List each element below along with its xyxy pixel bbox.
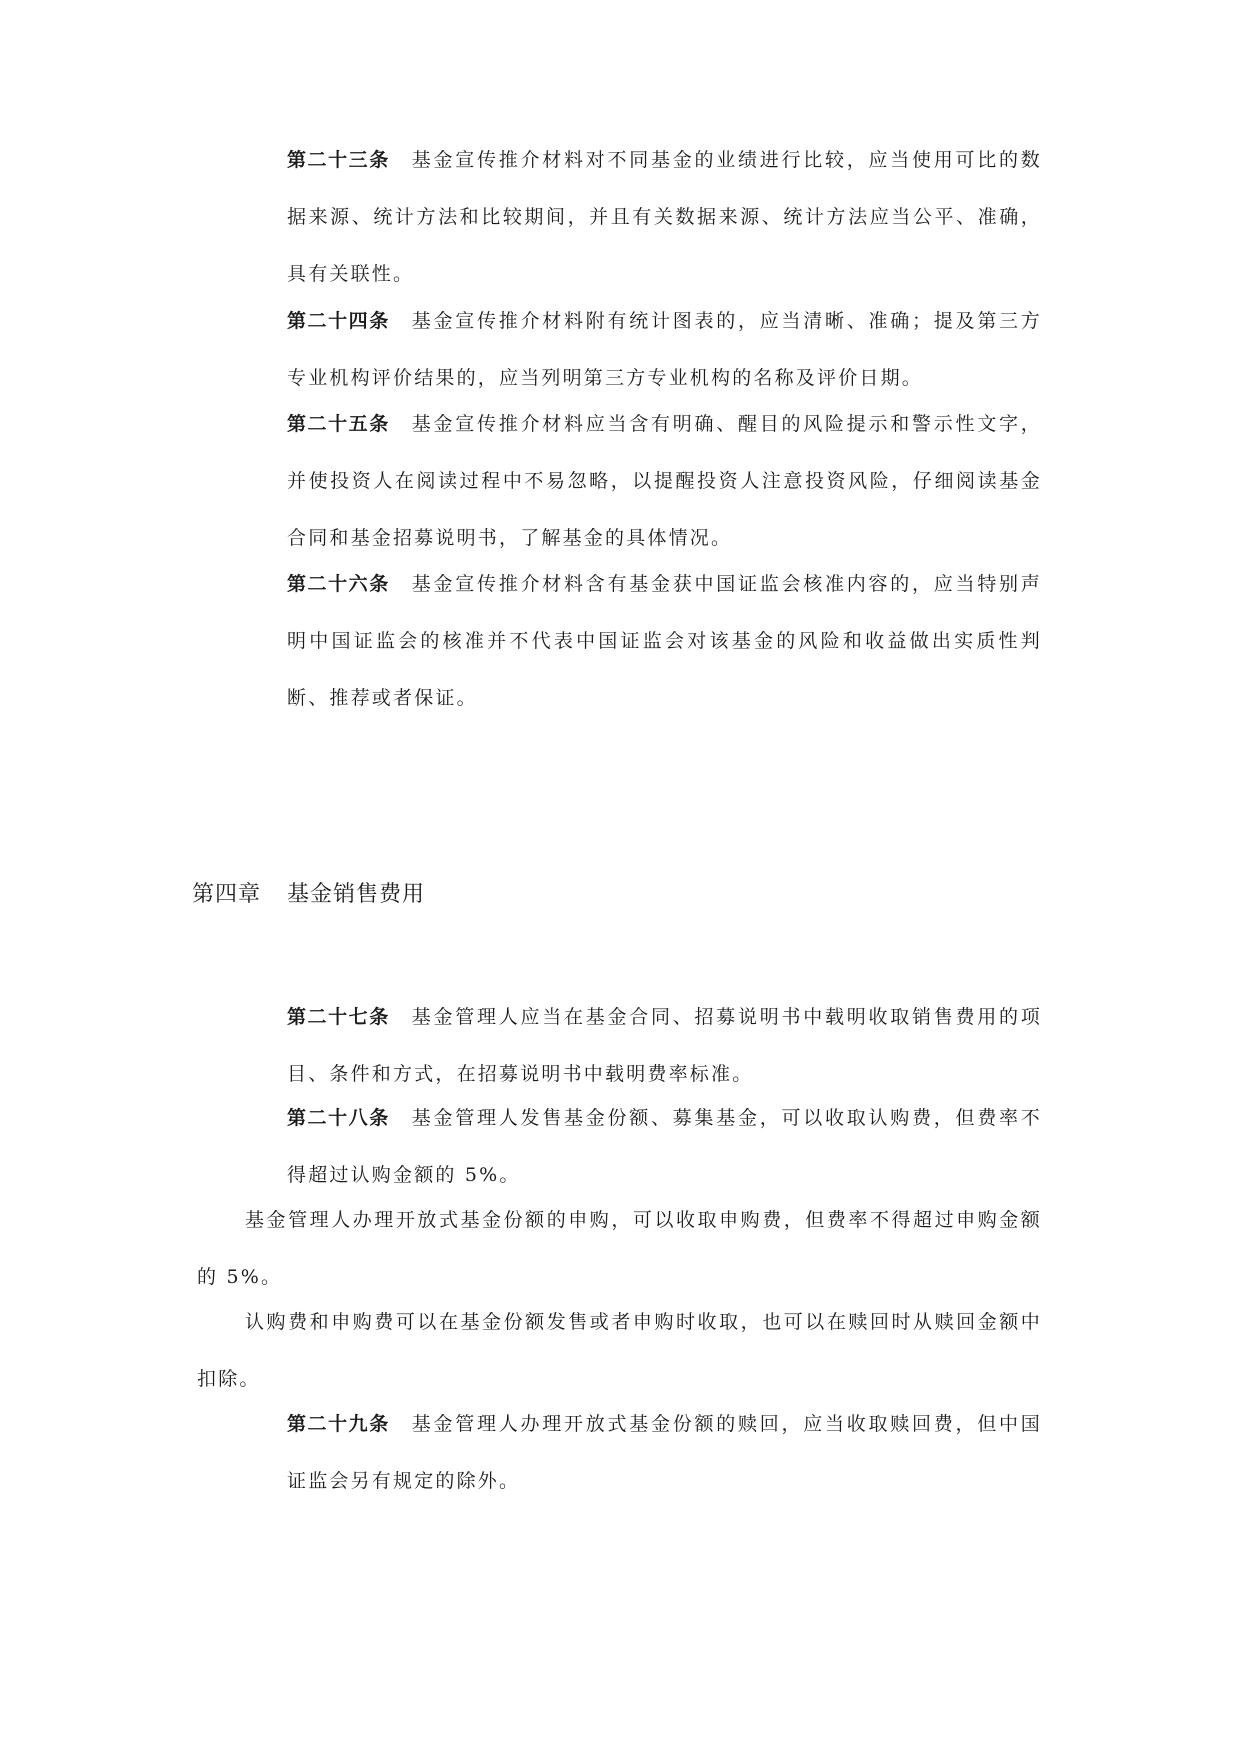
article-27: [197, 989, 1042, 1103]
article-text: 基金宣传推介材料应当含有明确、醒目的风险提示和警示性文字，并使投资人在阅读过程中不易忽略，以提醒投资人注意投资风险，仔细阅读基金合同和基金招募说明书，了解基金的具体情况。: [287, 413, 1042, 549]
article-text: 基金管理人办理开放式基金份额的赎回，应当收取赎回费，但中国证监会另有规定的除外。: [287, 1413, 1042, 1492]
article-25: [197, 396, 1042, 567]
article-number: 第二十九条: [287, 1413, 390, 1435]
article-text: 基金宣传推介材料含有基金获中国证监会核准内容的，应当特别声明中国证监会的核准并不代表中国证监会对该基金的风险和收益做出实质性判断、推荐或者保证。: [287, 573, 1042, 709]
article-text: 基金宣传推介材料附有统计图表的，应当清晰、准确；提及第三方专业机构评价结果的，应当列明第三方专业机构的名称及评价日期。: [287, 310, 1042, 389]
article-text: 基金宣传推介材料对不同基金的业绩进行比较，应当使用可比的数据来源、统计方法和比较期间，并且有关数据来源、统计方法应当公平、准确，具有关联性。: [287, 149, 1042, 285]
article-number: 第二十三条: [287, 149, 390, 171]
article-number: 第二十四条: [287, 310, 390, 332]
chapter-label: 第四章: [192, 882, 262, 907]
article-28: [197, 1090, 1042, 1204]
article-26: [197, 556, 1042, 727]
paragraph-purchase-fee: 基金管理人办理开放式基金份额的申购，可以收取申购费，但费率不得超过申购金额的 5%。: [197, 1209, 1042, 1288]
article-number: 第二十五条: [287, 413, 390, 435]
chapter-title: 基金销售费用: [287, 882, 426, 907]
article-text: 基金管理人发售基金份额、募集基金，可以收取认购费，但费率不得超过认购金额的 5%。: [287, 1107, 1042, 1186]
article-23: [197, 132, 1042, 303]
article-24: [197, 293, 1042, 407]
article-number: 第二十八条: [287, 1107, 390, 1129]
article-29: [197, 1396, 1042, 1510]
article-text: 基金管理人应当在基金合同、招募说明书中载明收取销售费用的项目、条件和方式，在招募说明书中载明费率标准。: [287, 1006, 1042, 1085]
article-number: 第二十七条: [287, 1006, 390, 1028]
article-number: 第二十六条: [287, 573, 390, 595]
chapter-heading: [192, 877, 425, 908]
paragraph-fee-collection: 认购费和申购费可以在基金份额发售或者申购时收取，也可以在赎回时从赎回金额中扣除。: [197, 1311, 1042, 1390]
